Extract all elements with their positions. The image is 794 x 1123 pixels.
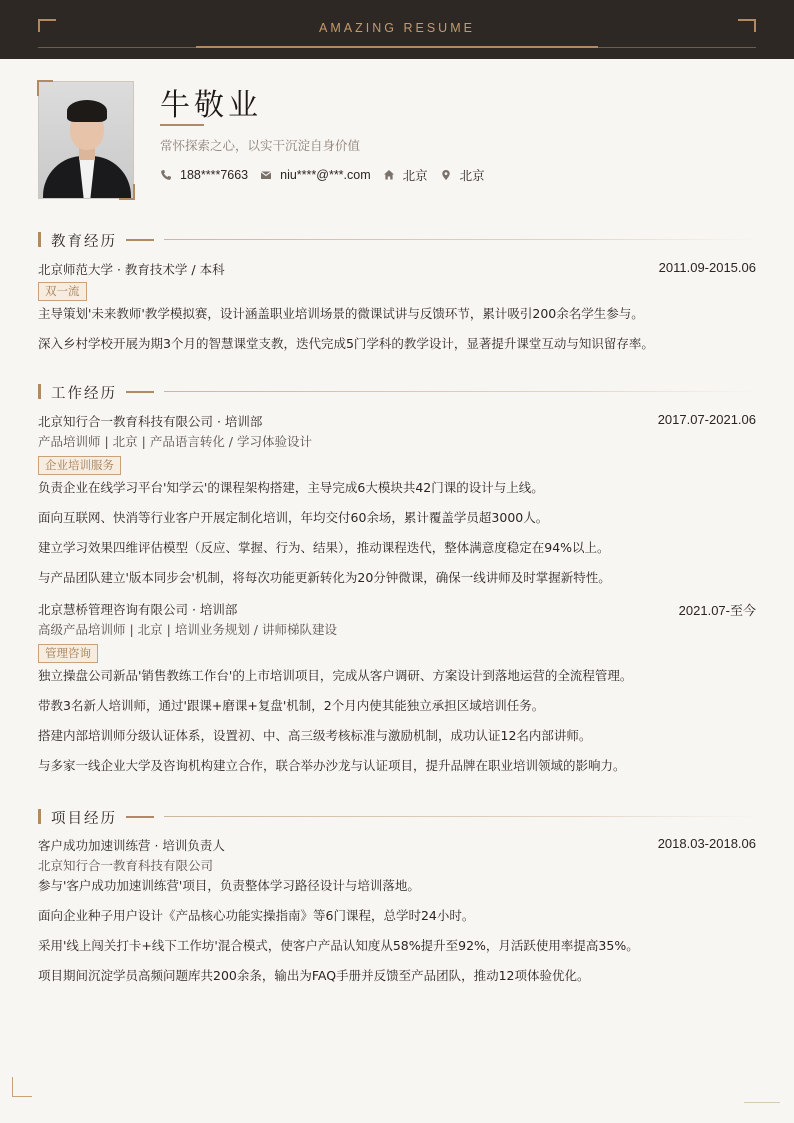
- section-title: 工作经历: [51, 386, 117, 402]
- section-title: 项目经历: [51, 811, 117, 827]
- contact-home: [383, 166, 428, 184]
- contact-email: [260, 168, 371, 182]
- header-bar: [0, 0, 794, 59]
- education-section: [38, 232, 756, 366]
- list-item: 与产品团队建立'版本同步会'机制，将每次功能更新转化为20分钟微课，确保一线讲师及时掌握新特性。: [38, 570, 611, 585]
- work-section: [38, 384, 756, 788]
- phone-icon: [160, 169, 172, 181]
- job-role: 高级产品培训师 | 北京 | 培训业务规划 / 讲师梯队建设: [38, 622, 337, 637]
- education-entry-header: [38, 260, 756, 280]
- section-header: [38, 232, 756, 248]
- section-header: [38, 384, 756, 400]
- company-name: 北京知行合一教育科技有限公司 · 培训部: [38, 414, 263, 429]
- list-item: 主导策划'未来教师'教学模拟赛，设计涵盖职业培训场景的微课试讲与反馈环节，累计吸引200余名学生参与。: [38, 306, 644, 321]
- job-tag: 管理咨询: [38, 644, 98, 663]
- section-title: 教育经历: [51, 234, 117, 250]
- education-period: 2011.09-2015.06: [658, 260, 756, 275]
- company-name: 北京慧桥管理咨询有限公司 · 培训部: [38, 602, 238, 617]
- home-location: 北京: [402, 169, 428, 183]
- job-entry-header: [38, 600, 756, 620]
- list-item: 独立操盘公司新品'销售教练工作台'的上市培训项目，完成从客户调研、方案设计到落地运营的全流程管理。: [38, 668, 633, 683]
- corner-ornament-bottom-right: [744, 1102, 780, 1103]
- job-role: 产品培训师 | 北京 | 产品语言转化 / 学习体验设计: [38, 434, 312, 449]
- list-item: 面向企业种子用户设计《产品核心功能实操指南》等6门课程，总学时24小时。: [38, 908, 475, 923]
- header-accent-line: [196, 46, 598, 48]
- name-underline: [160, 124, 204, 126]
- corner-ornament-bottom-left: [12, 1077, 32, 1097]
- list-item: 带教3名新人培训师，通过'跟课+磨课+复盘'机制，2个月内使其能独立承担区域培训任务。: [38, 698, 545, 713]
- list-item: 面向互联网、快消等行业客户开展定制化培训，年均交付60余场，累计覆盖学员超3000人。: [38, 510, 549, 525]
- list-item: 与多家一线企业大学及咨询机构建立合作，联合举办沙龙与认证项目，提升品牌在职业培训领域的影响力。: [38, 758, 626, 773]
- project-org: 北京知行合一教育科技有限公司: [38, 858, 214, 873]
- photo-corner-mark: [37, 80, 53, 96]
- phone-number: 188****7663: [180, 168, 249, 182]
- project-entry-header: [38, 836, 756, 856]
- list-item: 搭建内部培训师分级认证体系，设置初、中、高三级考核标准与激励机制，成功认证12名内部讲师。: [38, 728, 592, 743]
- job-entry-header: [38, 412, 756, 432]
- project-name: 客户成功加速训练营 · 培训负责人: [38, 838, 225, 853]
- project-period: 2018.03-2018.06: [657, 836, 756, 851]
- contact-phone: [160, 168, 248, 182]
- list-item: 负责企业在线学习平台'知学云'的课程架构搭建，主导完成6大模块共42门课的设计与上线。: [38, 480, 544, 495]
- section-header: [38, 809, 756, 825]
- photo-corner-mark: [119, 184, 135, 200]
- job-period: 2021.07-至今: [678, 603, 756, 618]
- list-item: 采用'线上闯关打卡+线下工作坊'混合模式，使客户产品认知度从58%提升至92%，月活跃使用率提高35%。: [38, 938, 639, 953]
- motto: 常怀探索之心，以实干沉淀自身价值: [160, 138, 361, 153]
- contact-row: [160, 166, 497, 184]
- mail-icon: [260, 169, 272, 181]
- location-pin-icon: [440, 169, 452, 181]
- contact-location: [440, 166, 485, 184]
- education-tag: 双一流: [38, 282, 87, 301]
- avatar: [38, 81, 134, 199]
- list-item: 深入乡村学校开展为期3个月的智慧课堂支教，迭代完成5门学科的教学设计，显著提升课堂互动与知识留存率。: [38, 336, 654, 351]
- home-icon: [383, 169, 395, 181]
- candidate-name: 牛敬业: [160, 88, 262, 123]
- profile-photo-frame: [38, 81, 134, 199]
- list-item: 参与'客户成功加速训练营'项目，负责整体学习路径设计与培训落地。: [38, 878, 420, 893]
- current-location: 北京: [459, 169, 485, 183]
- email-address: niu****@***.com: [280, 168, 371, 182]
- brand-title: AMAZING RESUME: [319, 21, 475, 35]
- project-section: [38, 809, 756, 998]
- job-period: 2017.07-2021.06: [657, 412, 756, 427]
- school-degree: 北京师范大学 · 教育技术学 / 本科: [38, 262, 225, 277]
- job-tag: 企业培训服务: [38, 456, 121, 475]
- list-item: 建立学习效果四维评估模型（反应、掌握、行为、结果），推动课程迭代，整体满意度稳定在94%以上。: [38, 540, 610, 555]
- list-item: 项目期间沉淀学员高频问题库共200余条，输出为FAQ手册并反馈至产品团队，推动12项体验优化。: [38, 968, 590, 983]
